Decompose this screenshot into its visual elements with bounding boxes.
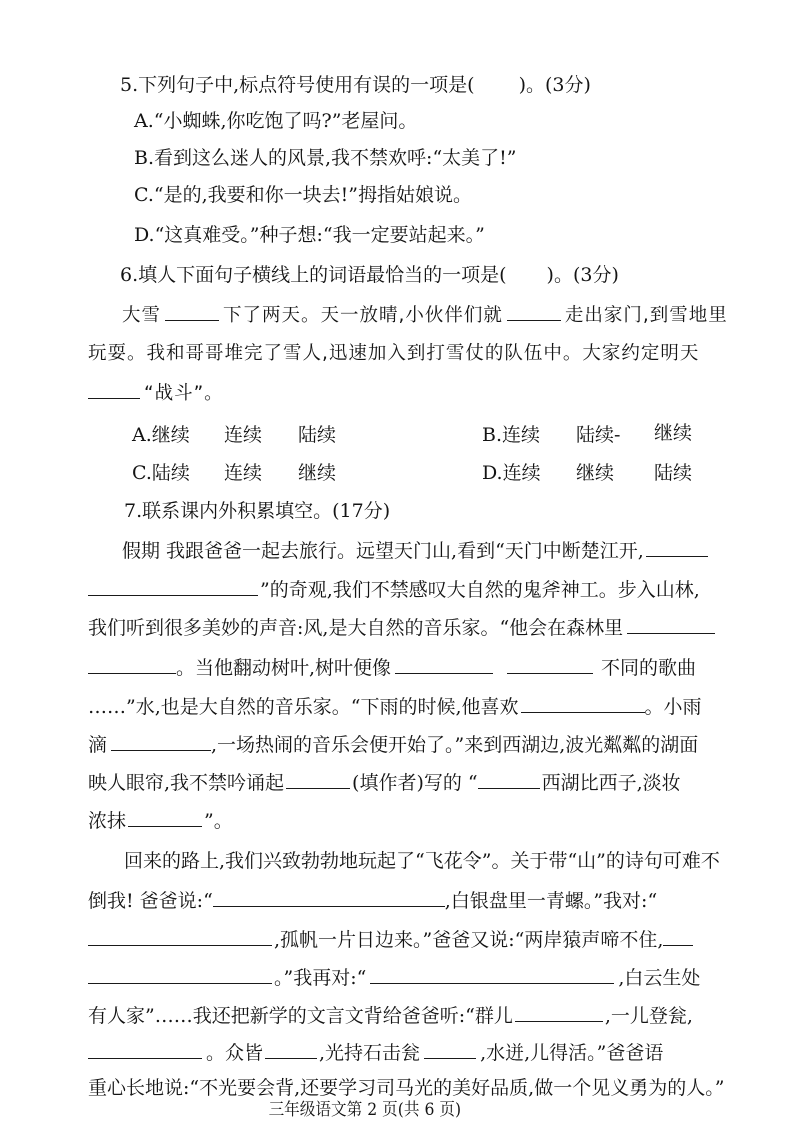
- q7-blank-4[interactable]: [507, 655, 593, 674]
- q5-option-a: A.“小蜘蛛,你吃饱了吗?”老屋问。: [134, 110, 418, 132]
- q7-blank-10[interactable]: [88, 927, 272, 946]
- q7-blank-7[interactable]: [478, 770, 540, 789]
- q7-stem: 7.联系课内外积累填空。(17分): [124, 500, 391, 522]
- q7-text: ”。: [204, 810, 233, 832]
- q5-option-c: C.“是的,我要和你一块去!”拇指姑娘说。: [134, 184, 473, 206]
- q6-stem-text: 6.填人下面句子横线上的词语最恰当的一项是(: [120, 264, 507, 286]
- q7-blank-11-cont[interactable]: [88, 965, 272, 984]
- q7-text: 假期 我跟爸爸一起去旅行。远望天门山,看到“天门中断楚江开,: [122, 540, 644, 562]
- q7-line-3: [88, 615, 715, 641]
- q6-option-c-word-2: 连续: [224, 462, 263, 484]
- q7-text: ,白云生处: [618, 967, 701, 989]
- q7-blank-16[interactable]: [424, 1040, 476, 1059]
- q7-line-15: 重心长地说:“不光要会背,还要学习司马光的美好品质,做一个见义勇为的人。”: [88, 1077, 725, 1099]
- q6-text: “战斗”。: [144, 383, 224, 404]
- q7-text: 。当他翻动树叶,树叶便像: [176, 657, 392, 679]
- q7-blank-1-cont[interactable]: [88, 577, 258, 596]
- q6-option-a-word-1: A.继续: [132, 424, 190, 446]
- q5-stem-text: 5.下列句子中,标点符号使用有误的一项是(: [120, 74, 475, 96]
- q6-blank-3[interactable]: [88, 380, 140, 399]
- q7-text: ,白银盘里一青螺。”我对:“: [444, 890, 658, 912]
- q7-text: 有人家”……我还把新学的文言文背给爸爸听:“群儿: [88, 1005, 513, 1027]
- q7-line-13: [88, 1003, 693, 1029]
- q7-text: ,一儿登瓮,: [604, 1005, 693, 1027]
- q6-passage-line-1: [122, 302, 728, 329]
- q7-blank-6[interactable]: [111, 732, 211, 751]
- q7-text: 倒我! 爸爸说:“: [88, 890, 213, 912]
- q6-blank-1[interactable]: [165, 302, 219, 321]
- q7-line-12: [88, 965, 700, 991]
- q7-blank-author[interactable]: [286, 770, 350, 789]
- q6-text: 下了两天。天一放晴,小伙伴们就: [223, 305, 503, 326]
- q7-line-8: [88, 808, 233, 834]
- q6-text: 走出家门,到雪地里: [564, 305, 728, 326]
- q7-text: 。众皆: [206, 1042, 264, 1064]
- q6-option-b-word-2: 陆续-: [576, 424, 621, 446]
- q7-line-14: [88, 1040, 663, 1066]
- q6-option-b-word-3: 继续: [654, 422, 693, 444]
- q7-blank-11[interactable]: [663, 927, 693, 946]
- q7-blank-13[interactable]: [515, 1003, 603, 1022]
- q7-blank-3[interactable]: [395, 655, 493, 674]
- q6-option-c-word-3: 继续: [298, 462, 337, 484]
- q7-text: 映人眼帘,我不禁吟诵起: [88, 772, 285, 794]
- q6-option-d-word-2: 继续: [576, 462, 615, 484]
- q7-blank-12[interactable]: [370, 965, 614, 984]
- q7-line-10: [88, 888, 657, 914]
- q7-text: (填作者)写的 “: [352, 772, 478, 794]
- q6-option-d-word-1: D.连续: [482, 462, 541, 484]
- q7-text: ……”水,也是大自然的音乐家。“下雨的时候,他喜欢: [88, 696, 519, 718]
- q7-blank-14[interactable]: [88, 1040, 202, 1059]
- q6-option-c-word-1: C.陆续: [132, 462, 190, 484]
- q7-text: 。”我再对:“: [274, 967, 367, 989]
- q7-blank-2[interactable]: [627, 615, 715, 634]
- q7-text: ,水迸,儿得活。”爸爸语: [480, 1042, 664, 1064]
- q5-stem-score: )。(3分): [518, 74, 591, 96]
- q6-stem-score: )。(3分): [546, 264, 619, 286]
- q7-blank-1[interactable]: [646, 538, 708, 557]
- q5-option-d: D.“这真难受。”种子想:“我一定要站起来。”: [134, 224, 485, 246]
- q7-blank-8[interactable]: [128, 808, 202, 827]
- q5-stem: [120, 72, 591, 98]
- q5-option-b: B.看到这么迷人的风景,我不禁欢呼:“太美了!”: [134, 147, 517, 169]
- q7-line-4: [88, 655, 696, 681]
- q6-stem: [120, 262, 619, 288]
- q6-option-b-word-1: B.连续: [482, 424, 541, 446]
- q7-line-7: [88, 770, 681, 796]
- q7-text: 。小雨: [644, 696, 702, 718]
- q7-line-2: [88, 577, 700, 603]
- q7-text: 我们听到很多美妙的声音:风,是大自然的音乐家。“他会在森林里: [88, 617, 624, 639]
- q7-text: ,一场热闹的音乐会便开始了。”来到西湖边,波光粼粼的湖面: [211, 734, 699, 756]
- q6-option-d-word-3: 陆续: [654, 462, 693, 484]
- q7-text: ”的奇观,我们不禁感叹大自然的鬼斧神工。步入山林,: [260, 579, 700, 601]
- q6-blank-2[interactable]: [507, 302, 561, 321]
- page-footer: 三年级语文第 2 页(共 6 页): [268, 1100, 462, 1120]
- q7-text: ,孤帆一片日边来。”爸爸又说:“两岸猿声啼不住,: [274, 929, 664, 951]
- q7-line-9: 回来的路上,我们兴致勃勃地玩起了“飞花令”。关于带“山”的诗句可难不: [124, 850, 720, 872]
- q6-option-a-word-3: 陆续: [298, 424, 337, 446]
- q7-text: 滴: [88, 734, 108, 756]
- q7-text: ,光持石击瓮: [319, 1042, 421, 1064]
- q7-line-5: [88, 694, 702, 720]
- q7-blank-9[interactable]: [213, 888, 445, 907]
- q6-passage-line-2: 玩耍。我和哥哥堆完了雪人,迅速加入到打雪仗的队伍中。大家约定明天: [88, 343, 700, 364]
- q7-text: 浓抹: [88, 810, 127, 832]
- q7-blank-2-cont[interactable]: [88, 655, 176, 674]
- q7-line-1: [122, 538, 708, 564]
- q7-line-11: [88, 927, 693, 953]
- q7-blank-15[interactable]: [265, 1040, 317, 1059]
- q7-line-6: [88, 732, 698, 758]
- q7-blank-5[interactable]: [521, 694, 645, 713]
- q7-text: 西湖比西子,淡妆: [541, 772, 681, 794]
- q6-text: 大雪: [122, 305, 162, 326]
- q6-passage-line-3: [88, 380, 224, 407]
- q7-text: 不同的歌曲: [601, 657, 697, 679]
- q6-option-a-word-2: 连续: [224, 424, 263, 446]
